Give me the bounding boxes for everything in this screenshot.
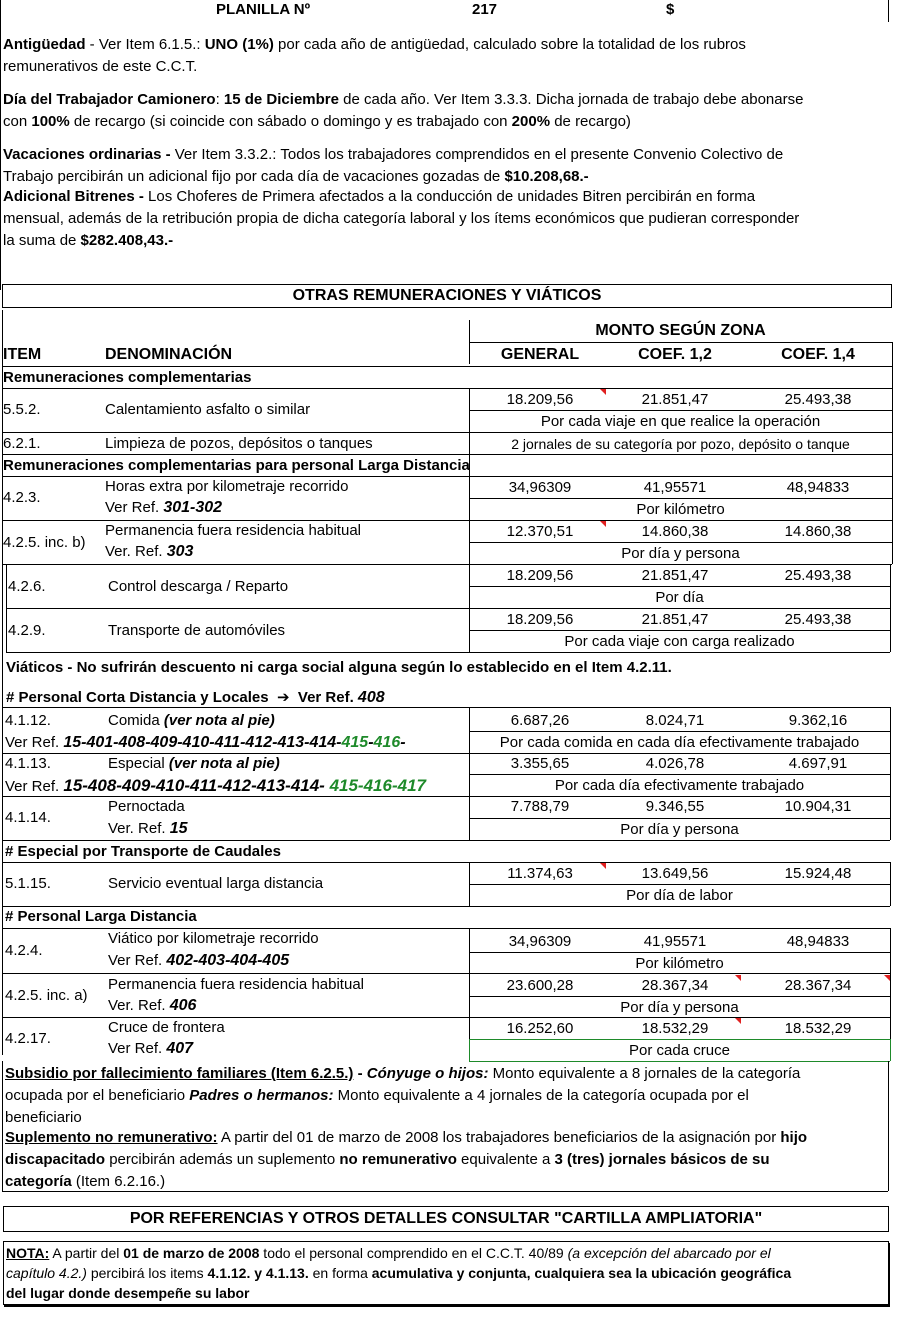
v-429-coef12: 21.851,47: [641, 611, 709, 628]
denom-5115: Servicio eventual larga distancia: [108, 875, 324, 892]
ref-423: Ver Ref. 301-302: [105, 499, 223, 516]
v-4113-coef12: 4.026,78: [645, 755, 705, 772]
denom-4114: Pernoctada: [108, 798, 185, 815]
v-4112-general: 6.687,26: [510, 712, 570, 729]
group-corta: # Personal Corta Distancia y Locales ➔ Ver Ref. 408: [6, 689, 385, 706]
v-5115-coef12: 13.649,56: [641, 865, 709, 882]
denom-4113: Especial (ver nota al pie): [108, 755, 280, 772]
group-larga: # Personal Larga Distancia: [5, 908, 197, 925]
v-4113-general: 3.355,65: [510, 755, 570, 772]
section-title: OTRAS REMUNERACIONES Y VIÁTICOS: [2, 284, 892, 308]
v-4114-coef12: 9.346,55: [645, 798, 705, 815]
note-4217: Por cada cruce: [629, 1042, 730, 1059]
denom-425a: Permanencia fuera residencia habitual: [108, 976, 364, 993]
col-monto-zona: MONTO SEGÚN ZONA: [595, 322, 766, 339]
item-425a: 4.2.5. inc. a): [5, 987, 88, 1004]
vacaciones-paragraph: Vacaciones ordinarias - Ver Item 3.3.2.: Todos los trabajadores comprendidos en el presente Convenio Colectivo de Trabajo percibirán un adicional fijo por cada día de vacaciones gozadas de $10.208,68.-: [3, 146, 784, 185]
note-4114: Por día y persona: [620, 821, 739, 838]
item-4114: 4.1.14.: [5, 809, 51, 826]
v-424-coef12: 41,95571: [643, 933, 707, 950]
denom-621: Limpieza de pozos, depósitos o tanques: [105, 435, 373, 452]
item-423: 4.2.3.: [3, 489, 41, 506]
item-425b: 4.2.5. inc. b): [3, 534, 86, 551]
v-4217-coef12: 18.532,29: [641, 1020, 709, 1037]
item-424: 4.2.4.: [5, 942, 43, 959]
v-425a-coef14: 28.367,34: [784, 977, 852, 994]
item-4112: 4.1.12.: [5, 712, 51, 729]
v-552-coef12: 21.851,47: [641, 391, 709, 408]
v-425a-coef12: 28.367,34: [641, 977, 709, 994]
v-424-general: 34,96309: [508, 933, 572, 950]
ref-425b: Ver. Ref. 303: [105, 543, 194, 560]
note-552: Por cada viaje en que realice la operación: [540, 413, 821, 430]
v-5115-general: 11.374,63: [507, 865, 573, 882]
v-4217-coef14: 18.532,29: [784, 1020, 852, 1037]
denom-4217: Cruce de frontera: [108, 1019, 225, 1036]
v-425b-coef14: 14.860,38: [784, 523, 852, 540]
group-caudales: # Especial por Transporte de Caudales: [5, 843, 281, 860]
v-4112-coef14: 9.362,16: [788, 712, 848, 729]
note-424: Por kilómetro: [635, 955, 724, 972]
col-coef12: COEF. 1,2: [638, 346, 712, 363]
note-4113: Por cada día efectivamente trabajado: [554, 777, 805, 794]
subsidio-paragraph: Subsidio por fallecimiento familiares (Item 6.2.5.) - Cónyuge o hijos: Monto equivalente a 8 jornales de la categoría ocupada por el beneficiario Padres o hermanos: Monto equivalente a 4 jornales de la categoría ocupada por el beneficiario: [5, 1065, 801, 1126]
denom-4112: Comida (ver nota al pie): [108, 712, 275, 729]
item-4217: 4.2.17.: [5, 1030, 51, 1047]
note-425a: Por día y persona: [620, 999, 739, 1016]
item-552: 5.5.2.: [3, 401, 41, 418]
v-426-general: 18.209,56: [506, 567, 574, 584]
v-4114-coef14: 10.904,31: [784, 798, 852, 815]
v-5115-coef14: 15.924,48: [784, 865, 852, 882]
col-denominacion: DENOMINACIÓN: [105, 346, 233, 363]
planilla-header: [0, 0, 900, 22]
v-429-coef14: 25.493,38: [784, 611, 852, 628]
v-424-coef14: 48,94833: [786, 933, 850, 950]
v-425b-coef12: 14.860,38: [641, 523, 709, 540]
denom-423: Horas extra por kilometraje recorrido: [105, 478, 349, 495]
v-423-general: 34,96309: [508, 479, 572, 496]
planilla-number: 217: [472, 1, 498, 18]
antiguedad-paragraph: Antigüedad - Ver Item 6.1.5.: UNO (1%) por cada año de antigüedad, calculado sobre la totalidad de los rubros remunerativos de este C.C.T.: [3, 36, 746, 75]
ref-4113: Ver Ref. 15-408-409-410-411-412-413-414- 415-416-417: [5, 776, 426, 795]
v-4114-general: 7.788,79: [510, 798, 570, 815]
note-621: 2 jornales de su categoría por pozo, depósito o tanque: [511, 436, 850, 452]
v-4113-coef14: 4.697,91: [788, 755, 848, 772]
v-426-coef12: 21.851,47: [641, 567, 709, 584]
note-429: Por cada viaje con carga realizado: [564, 633, 795, 650]
note-5115: Por día de labor: [626, 887, 733, 904]
planilla-label: PLANILLA Nº: [216, 1, 311, 18]
ref-4114: Ver. Ref. 15: [108, 820, 188, 837]
footer-title: POR REFERENCIAS Y OTROS DETALLES CONSULTAR "CARTILLA AMPLIATORIA": [3, 1206, 889, 1232]
denom-552: Calentamiento asfalto o similar: [105, 401, 311, 418]
item-5115: 5.1.15.: [5, 875, 51, 892]
denom-426: Control descarga / Reparto: [108, 578, 289, 595]
group-rem-comp: Remuneraciones complementarias: [3, 369, 252, 386]
nota-paragraph: NOTA: A partir del 01 de marzo de 2008 todo el personal comprendido en el C.C.T. 40/89 (a excepción del abarcado por el capítulo 4.2.) percibirá los items 4.1.12. y 4.1.13. en forma acumulativa y conjunta, cualquiera sea la ubicación geográfica del lugar donde desempeñe su labor: [6, 1245, 792, 1301]
denom-424: Viático por kilometraje recorrido: [108, 930, 319, 947]
bitrenes-paragraph: Adicional Bitrenes - Los Choferes de Primera afectados a la conducción de unidades Bitren percibirán en forma mensual, además de la retribución propia de dicha categoría laboral y los ítems económicos que pudieran corresponder la suma de $282.408,43.-: [3, 188, 800, 249]
note-4112: Por cada comida en cada día efectivamente trabajado: [499, 734, 860, 751]
item-426: 4.2.6.: [8, 578, 46, 595]
v-423-coef14: 48,94833: [786, 479, 850, 496]
note-426: Por día: [655, 589, 704, 606]
v-4217-general: 16.252,60: [506, 1020, 574, 1037]
note-425b: Por día y persona: [621, 545, 740, 562]
col-general: GENERAL: [500, 346, 580, 363]
v-425b-general: 12.370,51: [506, 523, 574, 540]
group-viaticos: Viáticos - No sufrirán descuento ni carga social alguna según lo establecido en el Item 4.2.11.: [6, 659, 672, 676]
v-423-coef12: 41,95571: [643, 479, 707, 496]
item-4113: 4.1.13.: [5, 755, 51, 772]
item-429: 4.2.9.: [8, 622, 46, 639]
ref-4217: Ver Ref. 407: [108, 1040, 194, 1057]
v-429-general: 18.209,56: [506, 611, 574, 628]
suplemento-paragraph: Suplemento no remunerativo: A partir del 01 de marzo de 2008 los trabajadores beneficiarios de la asignación por hijo discapacitado percibirán además un suplemento no remunerativo equivalente a 3 (tres) jornales básicos de su categoría (Item 6.2.16.): [5, 1129, 808, 1190]
note-423: Por kilómetro: [636, 501, 725, 518]
ref-4112: Ver Ref. 15-401-408-409-410-411-412-413-414-415-416-: [5, 734, 406, 751]
v-425a-general: 23.600,28: [506, 977, 574, 994]
ref-425a: Ver. Ref. 406: [108, 997, 197, 1014]
denom-425b: Permanencia fuera residencia habitual: [105, 522, 361, 539]
v-552-coef14: 25.493,38: [784, 391, 852, 408]
denom-429: Transporte de automóviles: [108, 622, 286, 639]
currency-symbol: $: [666, 1, 675, 18]
group-rem-larga: Remuneraciones complementarias para personal Larga Distancia: [3, 457, 470, 474]
v-426-coef14: 25.493,38: [784, 567, 852, 584]
dia-camionero-paragraph: Día del Trabajador Camionero: 15 de Diciembre de cada año. Ver Item 3.3.3. Dicha jornada de trabajo debe abonarse con 100% de recargo (si coincide con sábado o domingo y es trabajado con 200% de recargo): [3, 91, 804, 130]
ref-424: Ver Ref. 402-403-404-405: [108, 952, 290, 969]
item-621: 6.2.1.: [3, 435, 41, 452]
col-item: ITEM: [3, 346, 42, 363]
v-4112-coef12: 8.024,71: [645, 712, 705, 729]
col-coef14: COEF. 1,4: [781, 346, 855, 363]
v-552-general: 18.209,56: [506, 391, 574, 408]
